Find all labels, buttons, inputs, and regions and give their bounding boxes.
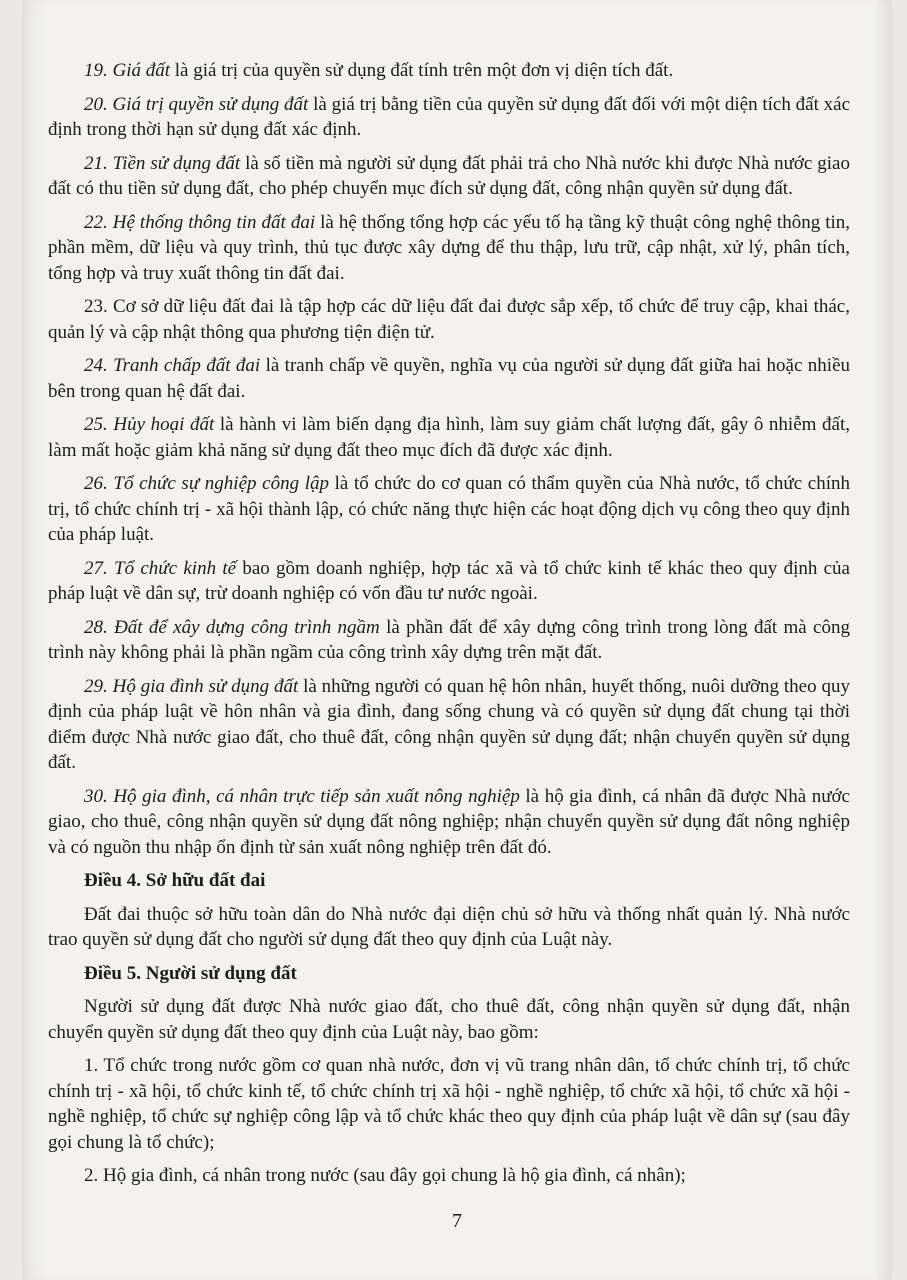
definition-23: 23. Cơ sở dữ liệu đất đai là tập hợp các dữ liệu đất đai được sắp xếp, tổ chức để truy cập, khai thác, quản lý và cập nhật thông qua phương tiện điện tử. [48, 296, 850, 343]
term-20: 20. Giá trị quyền sử dụng đất [84, 93, 309, 115]
definition-27: bao gồm doanh nghiệp, hợp tác xã và tổ chức kinh tế khác theo quy định của pháp luật về dân sự, trừ doanh nghiệp có vốn đầu tư nước ngoài. [48, 557, 850, 604]
definition-22: là hệ thống tổng hợp các yếu tố hạ tầng kỹ thuật công nghệ thông tin, phần mềm, dữ liệu và quy trình, thủ tục được xây dựng để thu thập, lưu trữ, cập nhật, xử lý, phân tích, tổng hợp và truy xuất thông tin đất đai. [48, 211, 851, 284]
term-29: 29. Hộ gia đình sử dụng đất [84, 675, 299, 697]
item-24 [48, 353, 850, 404]
definition-20: là giá trị bằng tiền của quyền sử dụng đất đối với một diện tích đất xác định trong thời hạn sử dụng đất xác định. [48, 93, 850, 140]
item-22 [48, 210, 850, 287]
item-30 [48, 784, 850, 861]
item-27 [48, 556, 850, 607]
article-5-clause-2: 2. Hộ gia đình, cá nhân trong nước (sau đây gọi chung là hộ gia đình, cá nhân); [84, 1165, 686, 1186]
definition-26: là tổ chức do cơ quan có thẩm quyền của Nhà nước, tổ chức chính trị, tổ chức chính trị - xã hội thành lập, có chức năng thực hiện các hoạt động dịch vụ công theo quy định của pháp luật. [48, 473, 850, 545]
page-number: 7 [452, 1210, 462, 1232]
item-21 [48, 151, 850, 202]
term-26: 26. Tổ chức sự nghiệp công lập [84, 473, 329, 494]
definition-30: là hộ gia đình, cá nhân đã được Nhà nước giao, cho thuê, công nhận quyền sử dụng đất nông nghiệp; nhận chuyển quyền sử dụng đất nông nghiệp và có nguồn thu nhập ổn định từ sản xuất nông nghiệp trên đất đó. [48, 785, 850, 858]
term-19: 19. Giá đất [84, 60, 171, 81]
term-27: 27. Tổ chức kinh tế [84, 557, 237, 579]
item-23 [48, 294, 850, 345]
term-24: 24. Tranh chấp đất đai [84, 355, 261, 376]
definition-24: là tranh chấp về quyền, nghĩa vụ của người sử dụng đất giữa hai hoặc nhiều bên trong quan hệ đất đai. [48, 355, 851, 402]
term-30: 30. Hộ gia đình, cá nhân trực tiếp sản xuất nông nghiệp [84, 785, 520, 807]
definition-21: là số tiền mà người sử dụng đất phải trả cho Nhà nước khi được Nhà nước giao đất có thu tiền sử dụng đất, cho phép chuyển mục đích sử dụng đất, công nhận quyền sử dụng đất. [48, 152, 850, 199]
item-28 [48, 615, 850, 666]
definition-29: là những người có quan hệ hôn nhân, huyết thống, nuôi dưỡng theo quy định của pháp luật về hôn nhân và gia đình, đang sống chung và có quyền sử dụng đất chung tại thời điểm được Nhà nước giao đất, cho thuê đất, công nhận quyền sử dụng đất; nhận chuyển quyền sử dụng đất. [48, 675, 850, 773]
term-28: 28. Đất để xây dựng công trình ngầm [84, 616, 380, 638]
article-4-body: Đất đai thuộc sở hữu toàn dân do Nhà nước đại diện chủ sở hữu và thống nhất quản lý. Nhà nước trao quyền sử dụng đất cho người sử dụng đất theo quy định của Luật này. [48, 903, 850, 950]
term-21: 21. Tiền sử dụng đất [84, 152, 241, 174]
item-26 [48, 471, 850, 548]
page-content [48, 58, 850, 1197]
article-5-intro: Người sử dụng đất được Nhà nước giao đất, cho thuê đất, công nhận quyền sử dụng đất, nhận chuyển quyền sử dụng đất theo quy định của Luật này, bao gồm: [48, 996, 850, 1043]
book-page [22, 0, 892, 1280]
item-25 [48, 412, 850, 463]
page-edge-shadow [874, 0, 892, 1280]
definition-25: là hành vi làm biến dạng địa hình, làm suy giảm chất lượng đất, gây ô nhiễm đất, làm mất hoặc giảm khả năng sử dụng đất theo mục đích đã được xác định. [48, 414, 850, 461]
term-22: 22. Hệ thống thông tin đất đai [84, 211, 316, 233]
definition-19: là giá trị của quyền sử dụng đất tính trên một đơn vị diện tích đất. [170, 60, 674, 81]
term-25: 25. Hủy hoại đất [84, 414, 215, 435]
article-5-clause-1: 1. Tổ chức trong nước gồm cơ quan nhà nước, đơn vị vũ trang nhân dân, tổ chức chính trị, tổ chức chính trị - xã hội, tổ chức kinh tế, tổ chức chính trị xã hội - nghề nghiệp, tổ chức xã hội, tổ chức xã hội - nghề nghiệp, tổ chức sự nghiệp công lập và tổ chức khác theo quy định của pháp luật về dân sự (sau đây gọi chung là tổ chức); [48, 1055, 850, 1153]
item-19 [48, 58, 850, 84]
item-29 [48, 674, 850, 776]
definition-28: là phần đất để xây dựng công trình trong lòng đất mà công trình này không phải là phần ngầm của công trình xây dựng trên mặt đất. [48, 616, 850, 663]
article-4-heading: Điều 4. Sở hữu đất đai [84, 870, 266, 891]
article-5-heading: Điều 5. Người sử dụng đất [84, 962, 297, 984]
item-20 [48, 92, 850, 143]
